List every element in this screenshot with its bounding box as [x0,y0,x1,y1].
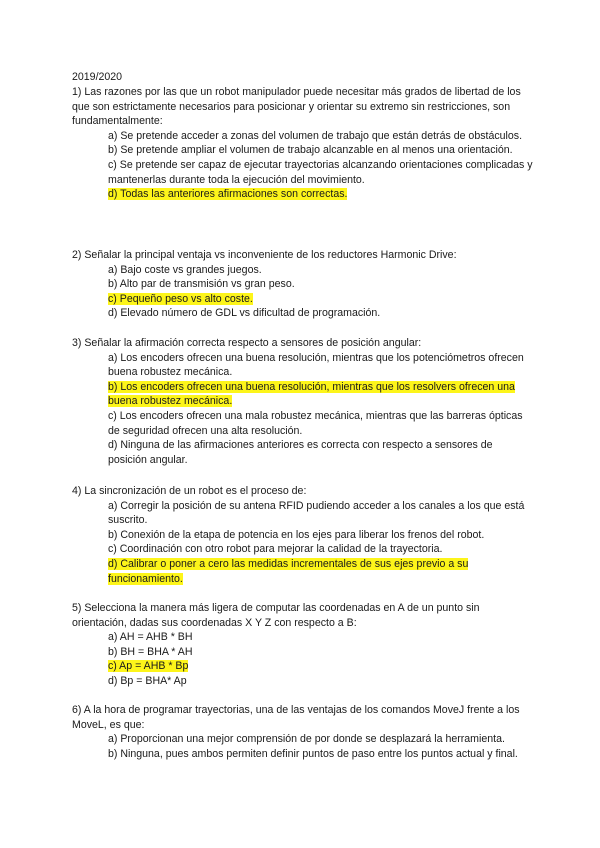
question-3 [72,336,534,467]
document-year: 2019/2020 [72,71,123,83]
option-list [72,351,534,468]
option-c [108,292,534,307]
option-text: a) AH = AHB * BH [108,631,193,644]
option-d [108,674,534,689]
option-d [108,438,534,467]
question-stem: 1) Las razones por las que un robot manipulador puede necesitar más grados de libertad de los que son estrictamente necesarios para posicionar y orientar su extremo sin restricciones, son fundamentalmente: [72,86,521,128]
option-d [108,187,534,202]
option-d [108,557,534,586]
highlighted-answer: b) Los encoders ofrecen una buena resolución, mientras que los resolvers ofrecen una buena robustez mecánica. [108,380,515,408]
option-a [108,263,534,278]
option-list [72,732,534,761]
option-b [108,380,534,409]
highlighted-answer: c) Ap = AHB * Bp [108,660,189,673]
question-stem: 2) Señalar la principal ventaja vs inconveniente de los reductores Harmonic Drive: [72,249,457,261]
option-list [72,129,534,202]
option-list [72,263,534,321]
option-b [108,528,534,543]
question-stem: 3) Señalar la afirmación correcta respecto a sensores de posición angular: [72,337,422,349]
option-b [108,277,534,292]
option-text: a) Proporcionan una mejor comprensión de por donde se desplazará la herramienta. [108,733,505,746]
option-c [108,542,534,557]
question-5 [72,601,534,689]
option-text: a) Bajo coste vs grandes juegos. [108,263,262,276]
question-1 [72,85,534,202]
question-stem: 4) La sincronización de un robot es el proceso de: [72,485,307,497]
option-list [72,630,534,688]
option-list [72,499,534,587]
question-stem: 5) Selecciona la manera más ligera de computar las coordenadas en A de un punto sin orientación, dadas sus coordenadas X Y Z con respecto a B: [72,602,480,629]
option-text: a) Los encoders ofrecen una buena resolución, mientras que los potenciómetros ofrecen buena robustez mecánica. [108,351,524,379]
option-a [108,351,534,380]
option-a [108,732,534,747]
option-a [108,129,534,144]
question-4 [72,484,534,586]
highlighted-answer: d) Calibrar o poner a cero las medidas incrementales de sus ejes previo a su funcionamiento. [108,557,469,585]
option-text: b) Conexión de la etapa de potencia en los ejes para liberar los frenos del robot. [108,528,485,541]
option-text: b) Ninguna, pues ambos permiten definir puntos de paso entre los puntos actual y final. [108,747,518,760]
option-c [108,659,534,674]
option-text: b) Se pretende ampliar el volumen de trabajo alcanzable en al menos una orientación. [108,144,513,157]
question-stem: 6) A la hora de programar trayectorias, una de las ventajas de los comandos MoveJ frente a los MoveL, es que: [72,704,520,731]
option-text: b) BH = BHA * AH [108,645,193,658]
option-text: d) Ninguna de las afirmaciones anteriores es correcta con respecto a sensores de posición angular. [108,439,493,466]
option-b [108,645,534,660]
question-2 [72,248,534,321]
option-b [108,143,534,158]
option-text: b) Alto par de transmisión vs gran peso. [108,278,295,291]
option-c [108,409,534,438]
option-text: c) Se pretende ser capaz de ejecutar trayectorias alcanzando orientaciones complicadas y mantenerlas durante toda la ejecución del movimiento. [108,158,533,186]
option-c [108,158,534,187]
option-text: d) Elevado número de GDL vs dificultad de programación. [108,307,381,320]
option-d [108,306,534,321]
option-b [108,747,534,762]
option-a [108,499,534,528]
option-text: d) Bp = BHA* Ap [108,674,187,687]
highlighted-answer: d) Todas las anteriores afirmaciones son correctas. [108,188,348,201]
option-text: a) Corregir la posición de su antena RFID pudiendo acceder a los canales a los que está suscrito. [108,499,525,527]
option-text: a) Se pretende acceder a zonas del volumen de trabajo que están detrás de obstáculos. [108,129,523,142]
option-text: c) Coordinación con otro robot para mejorar la calidad de la trayectoria. [108,543,443,556]
option-text: c) Los encoders ofrecen una mala robustez mecánica, mientras que las barreras ópticas de seguridad ofrecen una alta resolución. [108,409,523,437]
highlighted-answer: c) Pequeño peso vs alto coste. [108,292,253,305]
question-6 [72,703,534,761]
option-a [108,630,534,645]
